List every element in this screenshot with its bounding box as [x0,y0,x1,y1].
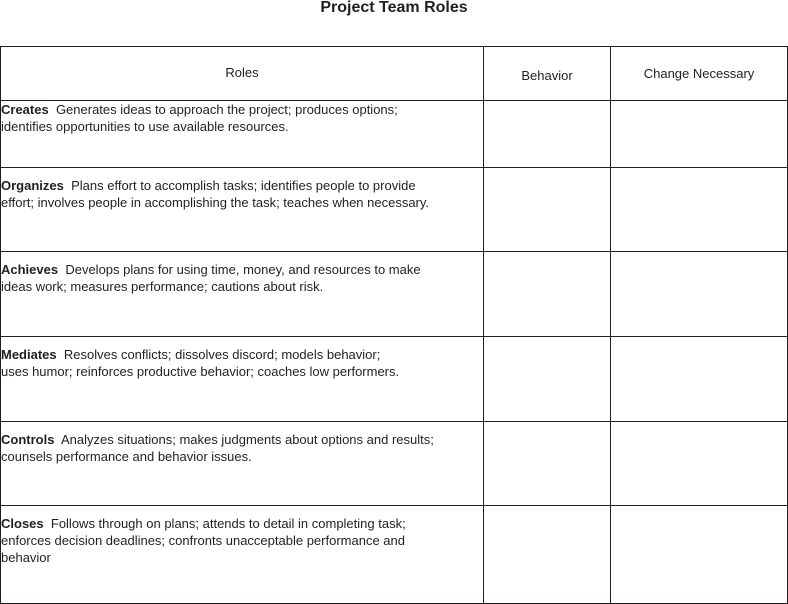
table-row-organizes [1,168,788,252]
table-row-controls [1,422,788,506]
role-description-line: enforces decision deadlines; confronts unacceptable performance and [1,533,405,548]
behavior-cell[interactable] [484,101,611,168]
table-row-achieves [1,252,788,337]
behavior-cell[interactable] [484,506,611,604]
role-description-cell [1,506,484,604]
role-name: Closes [1,516,44,531]
role-name: Controls [1,432,55,447]
role-description-line: identifies opportunities to use available resources. [1,119,289,134]
change-necessary-cell[interactable] [611,422,788,506]
role-description-line: ideas work; measures performance; cautions about risk. [1,279,324,294]
role-description-line: Follows through on plans; attends to detail in completing task; [50,516,406,531]
change-necessary-column-header: Change Necessary [611,47,788,101]
role-description-line: counsels performance and behavior issues. [1,449,252,464]
role-description-cell [1,101,484,168]
change-necessary-cell[interactable] [611,506,788,604]
role-name: Creates [1,102,49,117]
change-necessary-cell[interactable] [611,101,788,168]
table-row-mediates [1,337,788,422]
roles-table [0,46,788,604]
behavior-cell[interactable] [484,252,611,337]
behavior-cell[interactable] [484,422,611,506]
table-row-closes [1,506,788,604]
role-name: Mediates [1,347,57,362]
role-description-line: Generates ideas to approach the project; produces options; [55,102,398,117]
roles-column-header: Roles [1,47,484,101]
change-necessary-cell[interactable] [611,337,788,422]
behavior-column-header: Behavior [484,47,611,101]
role-description-line: uses humor; reinforces productive behavior; coaches low performers. [1,364,400,379]
role-description-line: Plans effort to accomplish tasks; identifies people to provide [71,178,416,193]
page-title: Project Team Roles [320,0,468,16]
behavior-cell[interactable] [484,337,611,422]
role-description-cell [1,168,484,252]
role-description-cell [1,422,484,506]
role-description-line: Develops plans for using time, money, and resources to make [65,262,421,277]
table-row-creates [1,101,788,168]
role-description-cell [1,337,484,422]
role-description-line: Resolves conflicts; dissolves discord; models behavior; [63,347,381,362]
role-description-line: Analyzes situations; makes judgments about options and results; [60,432,434,447]
change-necessary-cell[interactable] [611,168,788,252]
table-header-row [1,47,788,101]
role-description-line: behavior [1,550,51,565]
change-necessary-cell[interactable] [611,252,788,337]
role-description-cell [1,252,484,337]
role-description-line: effort; involves people in accomplishing the task; teaches when necessary. [1,195,430,210]
role-name: Achieves [1,262,59,277]
behavior-cell[interactable] [484,168,611,252]
role-name: Organizes [1,178,64,193]
